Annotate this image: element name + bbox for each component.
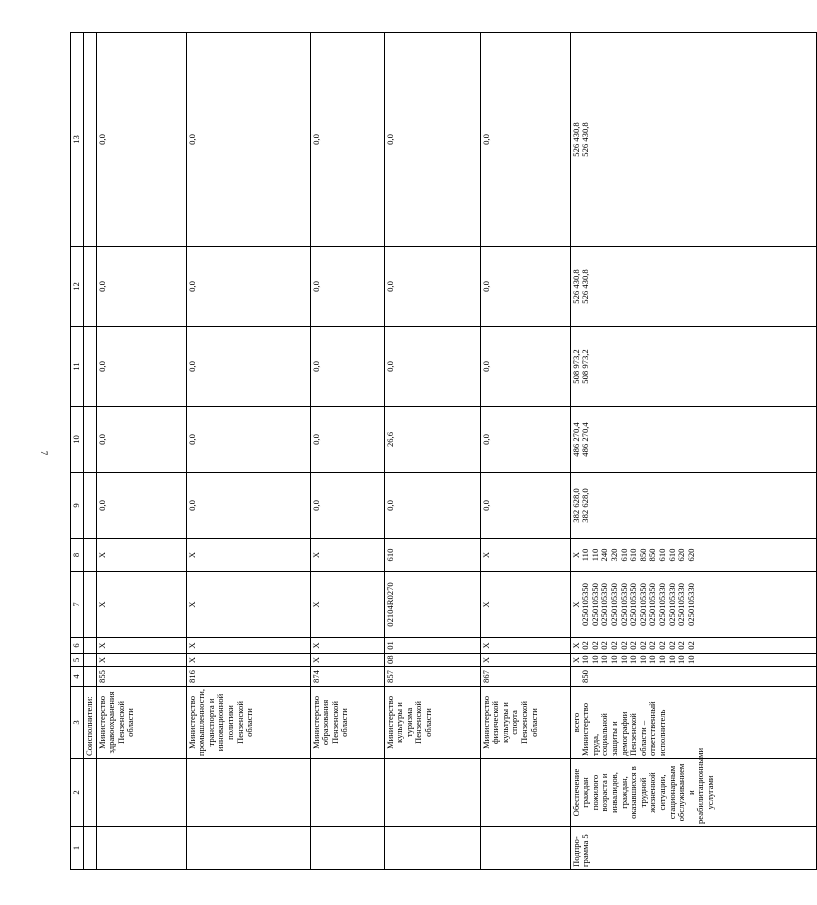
code-line: 10 [637,655,648,664]
total-value: 486 270,4 [570,422,581,457]
subprogram-number: Подпро-грамма 5 [570,827,816,870]
subprogram-title: Обеспечение граждан пожилого возраста и инвалидов, граждан, оказавшихся в трудной жизненной ситуации, стационарным обслуживанием и реабилитационными услугами [570,759,816,827]
total-value: 526 430,8 [570,122,581,157]
code-line: 10 [656,655,667,664]
coexecutor-row [96,33,186,870]
total-label: всего [570,712,581,733]
code-line: 610 [656,548,667,562]
rz-cell: X [186,654,310,667]
rz-cell: X [310,654,384,667]
code-line: 620 [676,548,687,562]
code-line: 0250105350 [618,583,629,626]
code-line: 0250105350 [599,583,610,626]
pr-cell: X [186,638,310,654]
value-cell: 0,0 [480,247,570,327]
page-number: 7 [39,450,49,456]
rotated-budget-table [70,32,715,870]
rz-cell: X [480,654,570,667]
value-cell: 0,0 [186,407,310,473]
value-cell: 26,6 [384,407,480,473]
csr-cell: X [480,572,570,638]
executor-value: 526 430,8 [580,122,591,157]
code-line: 0250105350 [608,583,619,626]
column-number: 12 [71,247,84,327]
value-cell: 0,0 [384,327,480,407]
code-line: 0250105350 [637,583,648,626]
value-cell: 0,0 [310,247,384,327]
rz-cell: 08 [384,654,480,667]
code-line: 0250105350 [647,583,658,626]
code-line: 10 [666,655,677,664]
grbs-cell: 816 [186,667,310,687]
executor-value: 486 270,4 [580,422,591,457]
code-line: 0250105350 [589,583,600,626]
code-line: 02 [628,641,639,650]
code-line: 0250105330 [666,583,677,626]
soisp-label: Соисполнители: [84,687,97,759]
value-cell: 0,0 [310,473,384,539]
code-line: 10 [589,655,600,664]
vr-cell: X [480,539,570,572]
code-line: 10 [608,655,619,664]
executor-cell [570,687,816,759]
vr-cell: X [96,539,186,572]
pr-cell: X [310,638,384,654]
code-line: 02 [676,641,687,650]
value-cell: 0,0 [480,33,570,247]
pr-cell: X [480,638,570,654]
rz-cell: X [96,654,186,667]
column-number: 9 [71,473,84,539]
value-cell: 0,0 [186,473,310,539]
code-line: 02 [608,641,619,650]
column-number: 3 [71,687,84,759]
csr-cell: 02104R0270 [384,572,480,638]
code-line: 02 [599,641,610,650]
column-number: 1 [71,827,84,870]
value-cell: 0,0 [96,407,186,473]
subprogram-row [570,33,816,870]
value-cell: 0,0 [384,473,480,539]
column-number: 8 [71,539,84,572]
code-line: 110 [589,548,600,562]
value-cell: 0,0 [310,407,384,473]
grbs-cell: 850 [580,670,591,683]
column-number: 6 [71,638,84,654]
column-number: 4 [71,667,84,687]
column-number: 5 [71,654,84,667]
total-value: 526 430,8 [570,269,581,304]
total-value: 382 628,0 [570,488,581,523]
vr-cell: X [570,551,581,559]
executor-name: Министерство труда, социальной защиты и демографии Пензенской области – ответственный исполнитель [580,701,667,756]
value-cell: 0,0 [310,33,384,247]
code-line: 02 [666,641,677,650]
code-line: 0250105330 [685,583,696,626]
column-number: 2 [71,759,84,827]
executor-value: 508 973,2 [580,349,591,384]
column-number: 10 [71,407,84,473]
code-line: 850 [637,548,648,562]
code-line: 10 [628,655,639,664]
code-line: 610 [618,548,629,562]
code-line: 10 [599,655,610,664]
grbs-cell: 855 [96,667,186,687]
code-line: 620 [685,548,696,562]
value-cell: 0,0 [384,247,480,327]
soisp-row [84,33,97,870]
value-cell: 0,0 [480,327,570,407]
coexecutor-name: Министерство здравоохранения Пензенской области [96,687,186,759]
code-line: 10 [685,655,696,664]
code-line: 10 [618,655,629,664]
pr-cell: X [570,642,581,649]
code-line: 10 [647,655,658,664]
grbs-cell: 867 [480,667,570,687]
csr-cell: X [96,572,186,638]
code-line: 10 [580,655,591,664]
column-number: 11 [71,327,84,407]
value-cell: 0,0 [480,407,570,473]
value-cell: 0,0 [384,33,480,247]
grbs-cell: 857 [384,667,480,687]
budget-table [70,32,817,870]
code-line: 240 [599,548,610,562]
value-cell: 0,0 [96,473,186,539]
code-line: 02 [589,641,600,650]
code-line: 0250105350 [580,583,591,626]
coexecutor-row [186,33,310,870]
coexecutor-name: Министерство промышленности, транспорта и инновационной политики Пензенской области [186,687,310,759]
value-cell: 0,0 [186,33,310,247]
value-cell: 0,0 [186,327,310,407]
coexecutor-row [384,33,480,870]
value-cell: 0,0 [96,247,186,327]
value-cell: 0,0 [186,247,310,327]
coexecutor-name: Министерство культуры и туризма Пензенской области [384,687,480,759]
pr-cell: X [96,638,186,654]
code-line: 02 [656,641,667,650]
code-line: 320 [608,548,619,562]
value-cell: 0,0 [96,33,186,247]
total-value: 508 973,2 [570,349,581,384]
value-cell: 0,0 [96,327,186,407]
vr-cell: X [310,539,384,572]
coexecutor-row [310,33,384,870]
csr-cell: X [310,572,384,638]
csr-cell: X [570,601,581,608]
code-line: 110 [580,548,591,562]
executor-value: 382 628,0 [580,488,591,523]
executor-value: 526 430,8 [580,269,591,304]
code-line: 610 [628,548,639,562]
code-line: 02 [685,641,696,650]
column-number: 7 [71,572,84,638]
value-cell: 0,0 [480,473,570,539]
code-line: 02 [618,641,629,650]
code-line: 610 [666,548,677,562]
value-cell: 0,0 [310,327,384,407]
coexecutor-name: Министерство физической культуры и спорта Пензенской области [480,687,570,759]
code-line: 02 [637,641,648,650]
csr-cell: X [186,572,310,638]
code-line: 850 [647,548,658,562]
code-line: 02 [647,641,658,650]
rz-cell: X [570,656,581,664]
pr-cell: 01 [384,638,480,654]
code-line: 02 [580,641,591,650]
code-line: 0250105330 [676,583,687,626]
header-row [71,33,84,870]
coexecutor-name: Министерство образования Пензенской области [310,687,384,759]
column-number: 13 [71,33,84,247]
vr-cell: 610 [384,539,480,572]
code-line: 0250105350 [628,583,639,626]
vr-cell: X [186,539,310,572]
code-line: 10 [676,655,687,664]
coexecutor-row [480,33,570,870]
code-line: 0250105330 [656,583,667,626]
grbs-cell: 874 [310,667,384,687]
